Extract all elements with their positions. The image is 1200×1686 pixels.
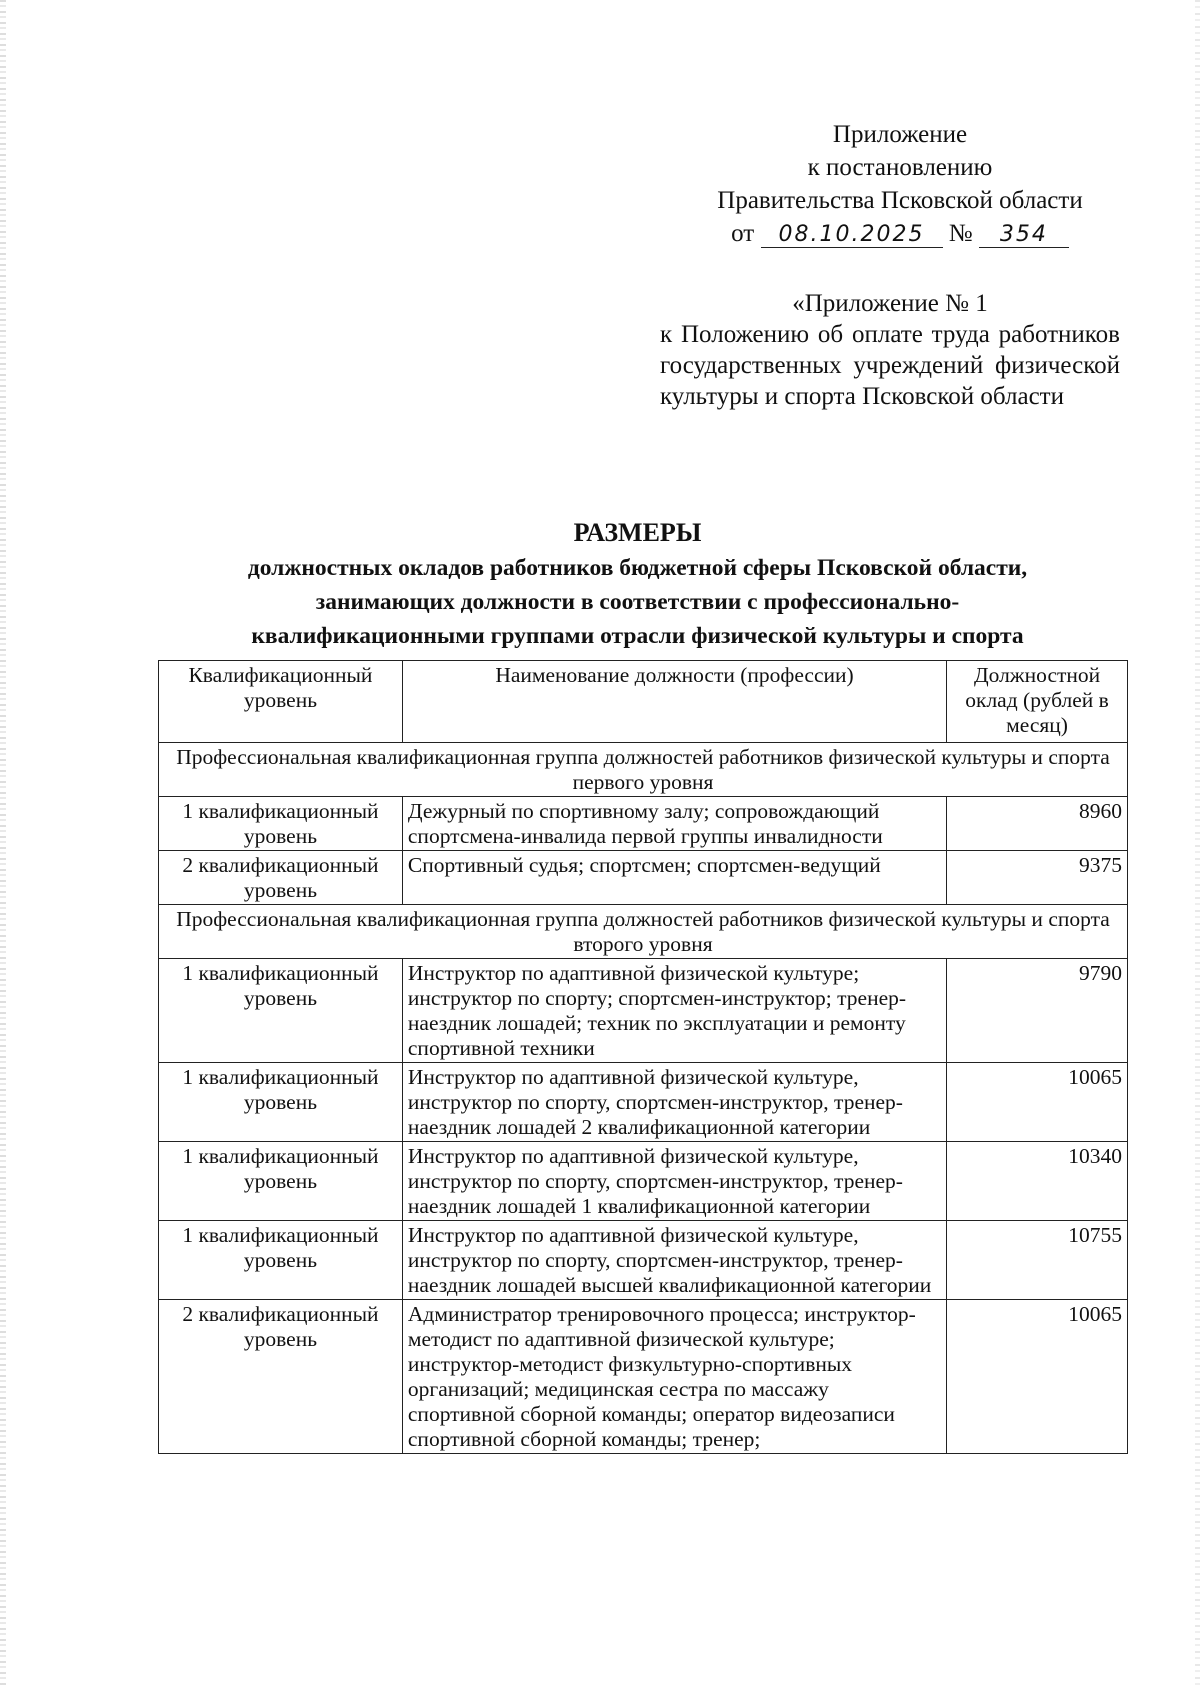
- cell-position: Спортивный судья; спортсмен; спортсмен-ведущий: [402, 851, 946, 905]
- heading-subtitle-3: квалификационными группами отрасли физической культуры и спорта: [251, 623, 1024, 649]
- table-header-row: [159, 661, 1128, 743]
- scan-edge-left: [0, 0, 6, 1686]
- cell-salary: 9375: [947, 851, 1128, 905]
- approval-line-2: к постановлению: [807, 154, 993, 181]
- cell-salary: 10755: [947, 1221, 1128, 1300]
- scan-edge-right: [1195, 0, 1200, 1686]
- table-row: [159, 1300, 1128, 1454]
- group-row: [159, 905, 1128, 959]
- cell-salary: 10065: [947, 1063, 1128, 1142]
- cell-position: Инструктор по адаптивной физической культуре, инструктор по спорту, спортсмен-инструктор, тренер-наездник лошадей 1 квалификационной категории: [402, 1142, 946, 1221]
- cell-salary: 8960: [947, 797, 1128, 851]
- document-heading: [150, 515, 1125, 653]
- heading-subtitle-2: занимающих должности в соответствии с профессионально-: [315, 589, 960, 615]
- annex-title: «Приложение № 1: [792, 290, 988, 317]
- cell-level: 2 квалификационный уровень: [159, 1300, 403, 1454]
- annex-block: [660, 288, 1120, 412]
- col-header-level: Квалификационный уровень: [159, 661, 403, 743]
- cell-level: 1 квалификационный уровень: [159, 1142, 403, 1221]
- group-row: [159, 743, 1128, 797]
- cell-position: Инструктор по адаптивной физической культуре; инструктор по спорту; спортсмен-инструктор; тренер-наездник лошадей; техник по эксплуатации и ремонту спортивной техники: [402, 959, 946, 1063]
- col-header-position: Наименование должности (профессии): [402, 661, 946, 743]
- approval-date-line: [680, 217, 1120, 250]
- cell-salary: 10065: [947, 1300, 1128, 1454]
- approval-line-1: Приложение: [832, 121, 968, 148]
- table-row: [159, 959, 1128, 1063]
- cell-position: Администратор тренировочного процесса; инструктор-методист по адаптивной физической культуре; инструктор-методист физкультурно-спортивных организаций; медицинская сестра по массажу спортивной сборной команды; оператор видеозаписи спортивной сборной команды; тренер;: [402, 1300, 946, 1454]
- cell-position: Дежурный по спортивному залу; сопровождающий спортсмена-инвалида первой группы инвалидности: [402, 797, 946, 851]
- table-row: [159, 1063, 1128, 1142]
- cell-salary: 10340: [947, 1142, 1128, 1221]
- heading-subtitle-1: должностных окладов работников бюджетной сферы Псковской области,: [247, 555, 1028, 581]
- date-prefix: от: [731, 220, 755, 247]
- approval-block: [680, 118, 1120, 250]
- cell-position: Инструктор по адаптивной физической культуре, инструктор по спорту, спортсмен-инструктор, тренер-наездник лошадей 2 квалификационной категории: [402, 1063, 946, 1142]
- cell-level: 1 квалификационный уровень: [159, 959, 403, 1063]
- number-sign: №: [948, 220, 973, 247]
- cell-level: 2 квалификационный уровень: [159, 851, 403, 905]
- table-row: [159, 1221, 1128, 1300]
- col-header-salary: Должностной оклад (рублей в месяц): [947, 661, 1128, 743]
- table-row: [159, 797, 1128, 851]
- cell-level: 1 квалификационный уровень: [159, 797, 403, 851]
- group-title: Профессиональная квалификационная группа должностей работников физической культуры и спорта первого уровня: [159, 743, 1128, 797]
- approval-line-3: Правительства Псковской области: [717, 187, 1083, 214]
- group-title: Профессиональная квалификационная группа должностей работников физической культуры и спорта второго уровня: [159, 905, 1128, 959]
- table-row: [159, 851, 1128, 905]
- salary-table: [158, 660, 1128, 1454]
- handwritten-number: 354: [979, 223, 1069, 248]
- heading-title: РАЗМЕРЫ: [573, 518, 702, 547]
- handwritten-date: 08.10.2025: [761, 223, 943, 248]
- annex-body: к Положению об оплате труда работников государственных учреждений физической культуры и спорта Псковской области: [660, 321, 1120, 410]
- table-row: [159, 1142, 1128, 1221]
- cell-level: 1 квалификационный уровень: [159, 1063, 403, 1142]
- cell-level: 1 квалификационный уровень: [159, 1221, 403, 1300]
- cell-salary: 9790: [947, 959, 1128, 1063]
- cell-position: Инструктор по адаптивной физической культуре, инструктор по спорту, спортсмен-инструктор, тренер-наездник лошадей высшей квалификационной категории: [402, 1221, 946, 1300]
